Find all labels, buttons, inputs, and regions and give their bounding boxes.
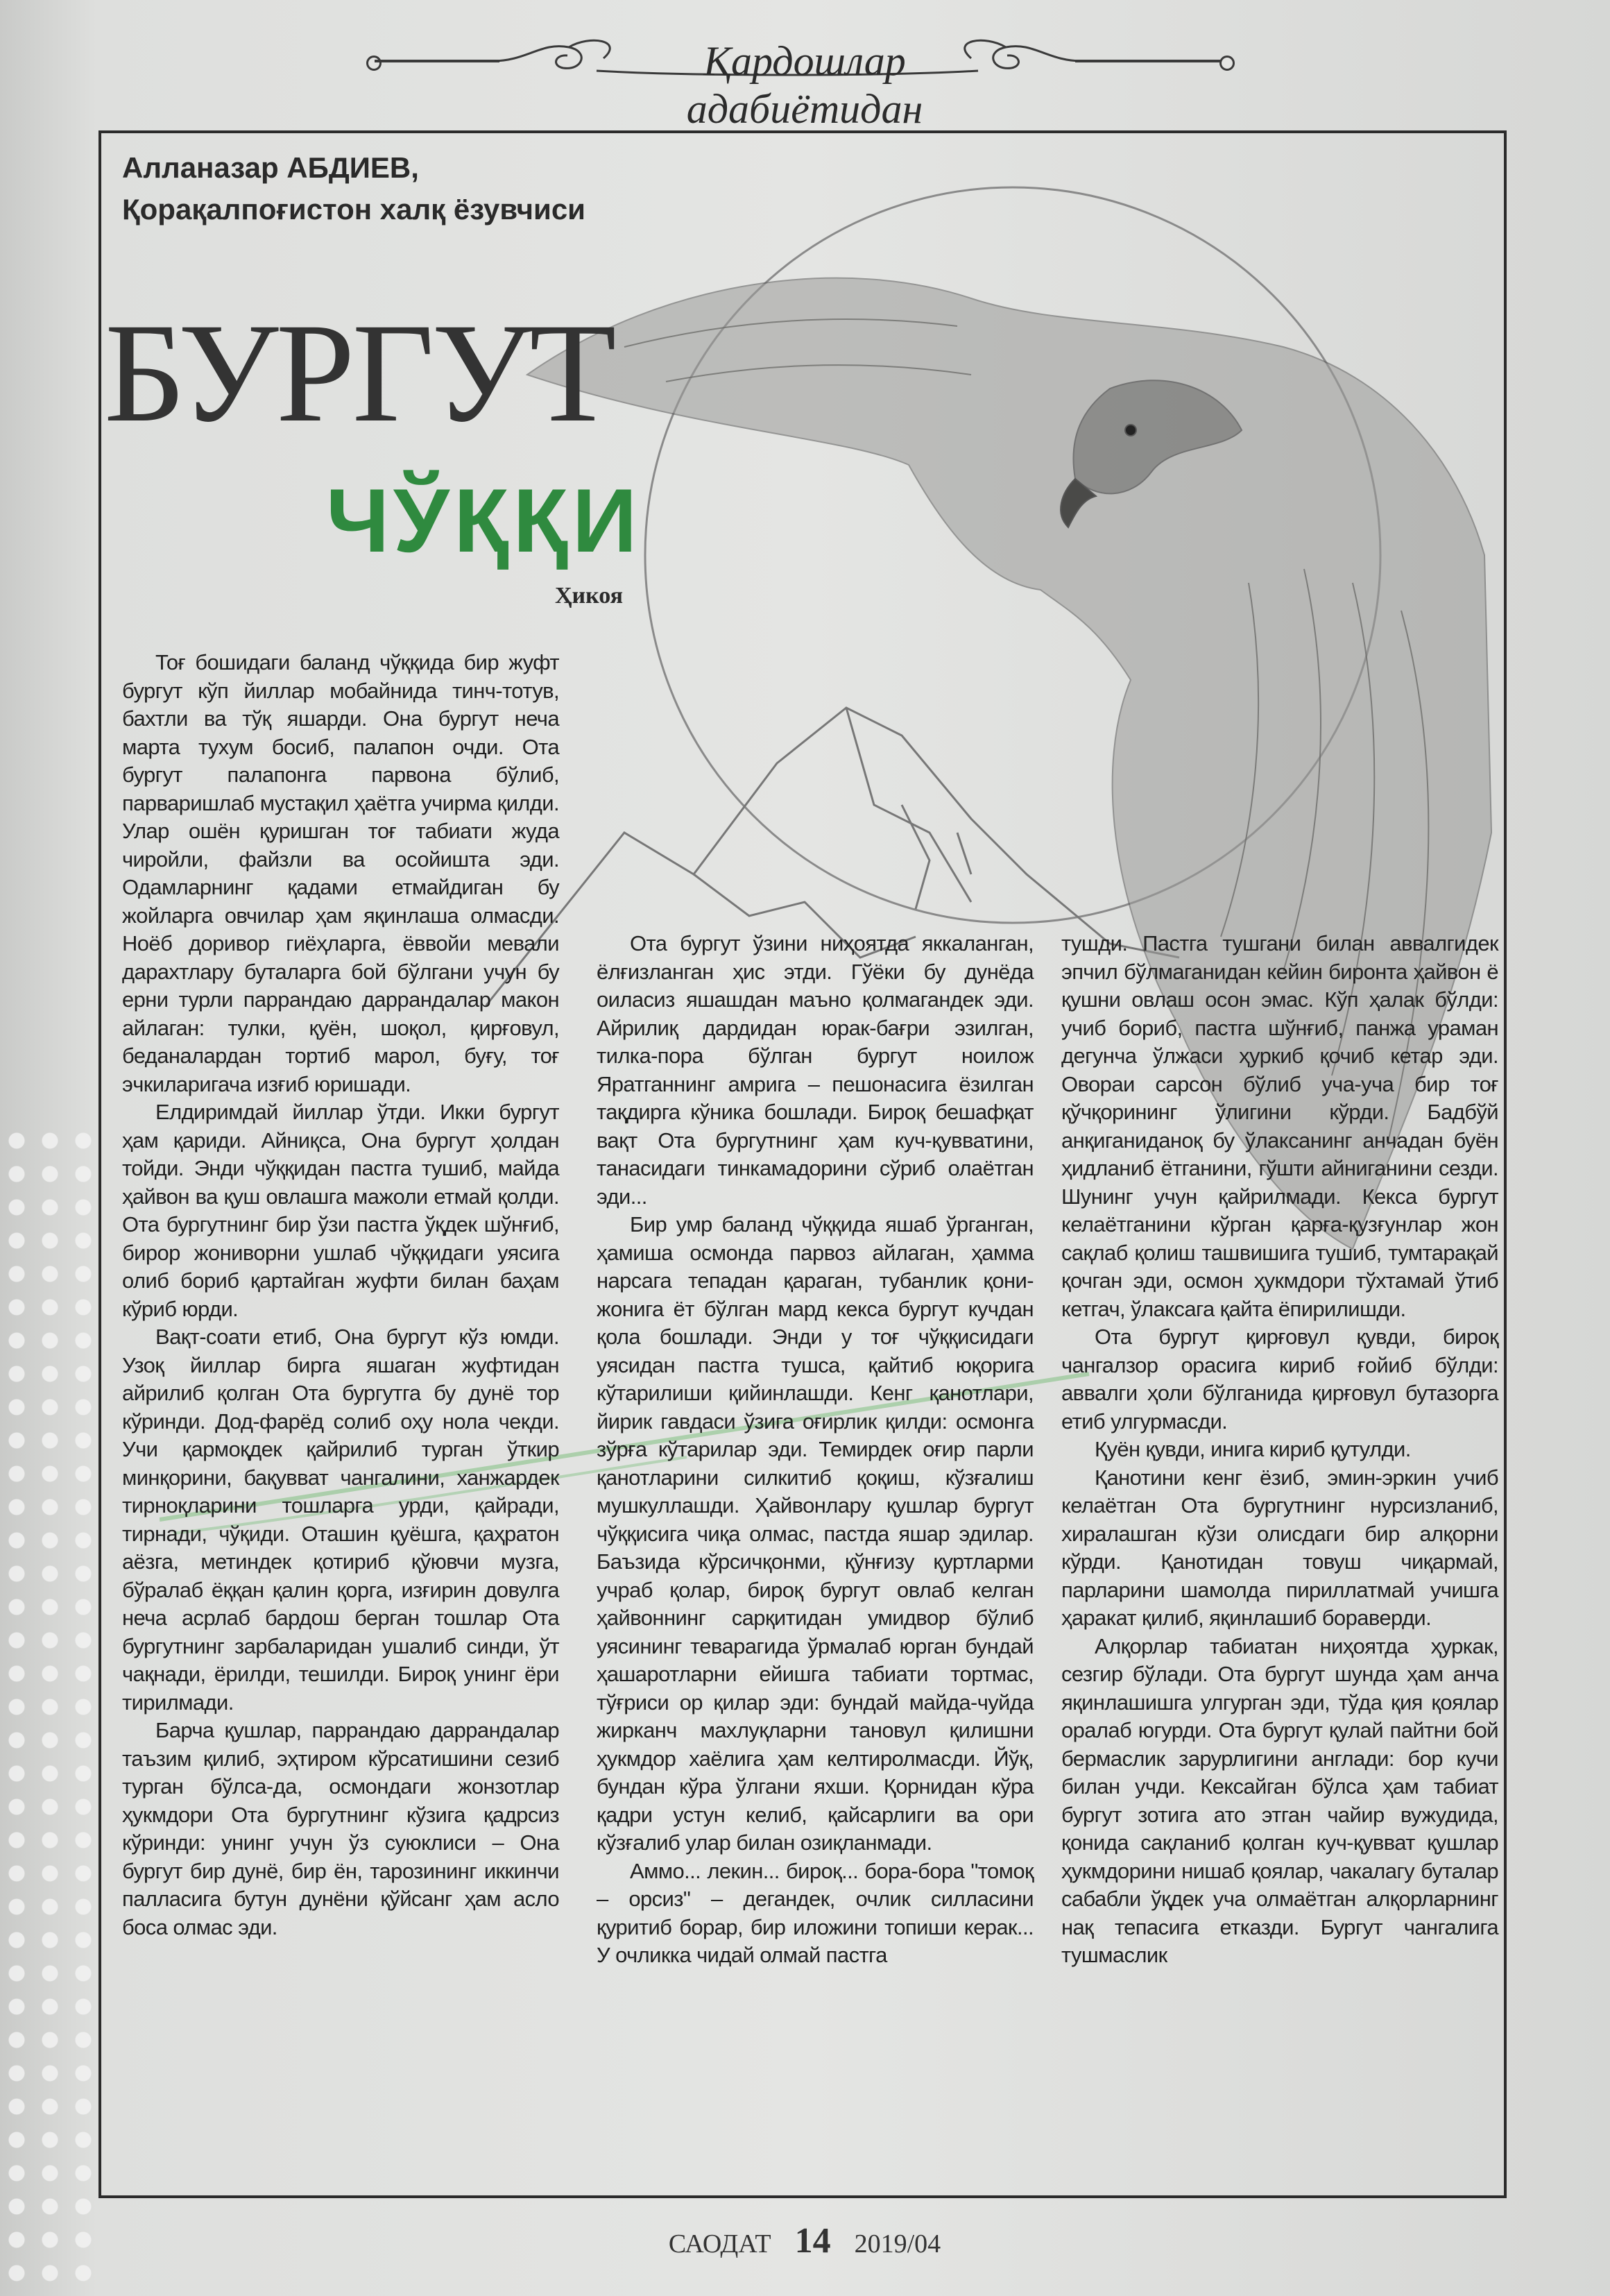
- text-column-1: [122, 649, 559, 1941]
- article-subtitle: ЧЎҚҚИ: [326, 470, 642, 571]
- article-title: БУРГУТ: [104, 294, 614, 452]
- decorative-dot-pattern: [0, 1124, 104, 2296]
- header-left-bullet: [366, 56, 382, 71]
- section-title: Қардошлар адабиётидан: [686, 38, 923, 132]
- paragraph: Бир умр баланд чўққида яшаб ўрганган, ҳамиша осмонда парвоз айлаган, ҳамма нарсага тепадан қараган, тубанлик қони-жонига ёт бўлган мард кекса бургут кучдан қола бошлади. Энди у тоғ чўққисидаги уясидан пастга тушса, қайтиб юқорига кўтарилиши қийинлашди. Кенг қанотлари, йирик гавдаси ўзига оғирлик қилди: осмонга зўрға кўтарилар эди. Темирдек оғир парли қанотларини силкитиб қоқиш, кўзғалиш мушкуллашди. Ҳайвонлару қушлар бургут чўққисига чиқа олмас, пастда яшар эдилар. Баъзида кўрсичқонми, қўнғизу қуртларми учраб қолар, бироқ бургут овлаб келган ҳайвоннинг сарқитидан умидвор бўлиб уясининг теварагида ўрмалаб юрган бундай ҳашаротларни ейишга табиати тортмас, тўғриси ор қилар эди: бундай майда-чуйда жирканч махлуқларни тановул қилишни ҳукмдор хаёлига ҳам келтиролмасди. Йўқ, бундан кўра ўлгани яхши. Қорнидан кўра қадри устун келиб, қайсарлиги ва ори кўзғалиб улар билан озиқланмади.: [597, 1212, 1034, 1855]
- author-role: Қорақалпоғистон халқ ёзувчиси: [122, 193, 586, 226]
- paragraph: Барча қушлар, паррандаю даррандалар таъзим қилиб, эҳтиром кўрсатишини сезиб турган бўлса-да, осмондаги жонзотлар ҳукмдори Ота бургутнинг кўзига қадрсиз кўринди: унинг учун ўз суюклиси – Она бургут бир дунё, бир ён, тарозининг иккинчи палласига бутун дунёни қўйсанг ҳам асло боса олмас эди.: [122, 1718, 559, 1939]
- paragraph: Вақт-соати етиб, Она бургут кўз юмди. Узоқ йиллар бирга яшаган жуфтидан айрилиб қолган Ота бургутга бу дунё тор кўринди. Дод-фарёд солиб оҳу нола чекди. Учи қармоқдек қайрилиб турган ўткир минқорини, бақувват чангалини, ханжардек тирноқларини тошларга урди, қайради, тирнади, чўқиди. Оташин қуёшга, қаҳратон аёзга, метиндек қотириб қўювчи музга, бўралаб ёққан қалин қорга, изғирин довулга неча асрлаб бардош берган тошлар Ота бургутнинг зарбаларидан ушалиб синди, ўт чақнади, ёрилди, тешилди. Бироқ унинг ёри тирилмади.: [122, 1325, 559, 1715]
- paragraph: Елдиримдай йиллар ўтди. Икки бургут ҳам қариди. Айниқса, Она бургут ҳолдан тойди. Энди чўққидан пастга тушиб, майда ҳайвон ва қуш овлашга мажоли етмай қолди. Ота бургутнинг бир ўзи пастга ўқдек шўнғиб, бирор жониворни ушлаб чўққидаги уясига олиб бориб қартайган жуфти билан баҳам кўриб юрди.: [122, 1100, 559, 1321]
- genre-label: Ҳикоя: [555, 583, 624, 609]
- paragraph: Қуён қувди, инига кириб қутулди.: [1095, 1437, 1411, 1461]
- magazine-name: САОДАТ: [668, 2229, 771, 2259]
- text-column-3: [1061, 930, 1498, 1970]
- page-number: 14: [794, 2221, 831, 2261]
- paragraph: Алқорлар табиатан ниҳоятда ҳуркак, сезгир бўлади. Ота бургут шунда ҳам анча яқинлашишга улгурган эди, тўда қия қоялар оралаб югурди. Ота бургут қулай пайтни бой бермаслик зарурлигини англади: бор кучи билан учди. Кексайган бўлса ҳам табиат бургут зотига ато этган чайир вужудида, қонида сақланиб қолган куч-қувват қушлар ҳукмдорини нишаб қоялар, чакалагу буталар сабабли ўқдек уча олмаётган алқорларнинг нақ тепасига етказди. Бургут чангалига тушмаслик: [1061, 1633, 1498, 1967]
- paragraph: Тоғ бошидаги баланд чўққида бир жуфт бургут кўп йиллар мобайнида тинч-тотув, бахтли ва тўқ яшарди. Она бургут неча марта тухум босиб, палапон очди. Ота бургут палапонга парвона бўлиб, парваришлаб мустақил ҳаётга учирма қилди. Улар ошён қуришган тоғ табиати жуда чиройли, файзли ва осойишта эди. Одамларнинг қадами етмайдиган бу жойларга овчилар ҳам яқинлаша олмасди. Ноёб доривор гиёҳларга, ёввойи мевали дарахтлару буталарга бой бўлгани учун бу ерни турли паррандаю даррандалар макон айлаган: тулки, қуён, шоқол, қирғовул, беданалардан тортиб марол, буғу, тоғ эчкиларигача изғиб юришади.: [122, 650, 559, 1096]
- header-right-rule: [1075, 60, 1221, 62]
- paragraph: Аммо... лекин... бироқ... бора-бора "томоқ – орсиз" – дегандек, очлик силласини қуритиб борар, бир иложини топиши керак... У очликка чидай олмай пастга: [597, 1858, 1034, 1967]
- paragraph: Ота бургут қирғовул қувди, бироқ чангалзор орасига кириб ғойиб бўлди: аввалги ҳоли бўлганида қирғовул бутазорга етиб улгурмасди.: [1061, 1325, 1498, 1434]
- paragraph: Ота бургут ўзини ниҳоятда яккаланган, ёлғизланган ҳис этди. Гўёки бу дунёда оиласиз яшашдан маъно қолмагандек эди. Айрилиқ дардидан юрак-бағри эзилган, тилка-пора бўлган бургут ноилож Яратганнинг амрига – пешонасига ёзилган тақдирга кўника бошлади. Бироқ бешафқат вақт Ота бургутнинг ҳам куч-қувватини, танасидаги тинкамадорини сўриб олаётган эди...: [597, 931, 1034, 1209]
- text-column-2: [597, 930, 1034, 1970]
- paragraph: тушди. Пастга тушгани билан аввалгидек эпчил бўлмаганидан кейин биронта ҳайвон ё қушни овлаш осон эмас. Кўп ҳалак бўлди: учиб бориб, пастга шўнғиб, панжа ураман дегунча ўлжаси ҳуркиб қочиб кетар эди. Овораи сарсон бўлиб уча-уча бир тоғ қўчқорининг ўлигини кўрди. Бадбўй анқиганиданоқ бу ўлаксанинг анчадан буён ҳидланиб ётганини, гўшти айниганини сезди. Шунинг учун қайрилмади. Кекса бургут келаётганини кўрган қарға-қузғунлар жон сақлаб қолиш ташвишига тушиб, тумтарақай қочган эди, осмон ҳукмдори тўхтамай ўтиб кетгач, ўлаксага қайта ёпирилишди.: [1061, 931, 1498, 1321]
- author-name: Алланазар АБДИЕВ,: [122, 151, 419, 184]
- issue-number: 2019/04: [854, 2229, 941, 2259]
- header-right-bullet: [1219, 56, 1235, 71]
- paragraph: Қанотини кенг ёзиб, эмин-эркин учиб келаётган Ота бургутнинг нурсизланиб, хиралашган кўзи олисдаги бир алқорни кўрди. Қанотидан товуш чиқармай, парларини шамолда пириллатмай учишга ҳаракат қилиб, яқинлашиб бораверди.: [1061, 1465, 1498, 1630]
- page-footer: [624, 2220, 985, 2261]
- author-block: [122, 147, 585, 230]
- header-left-rule: [375, 60, 499, 62]
